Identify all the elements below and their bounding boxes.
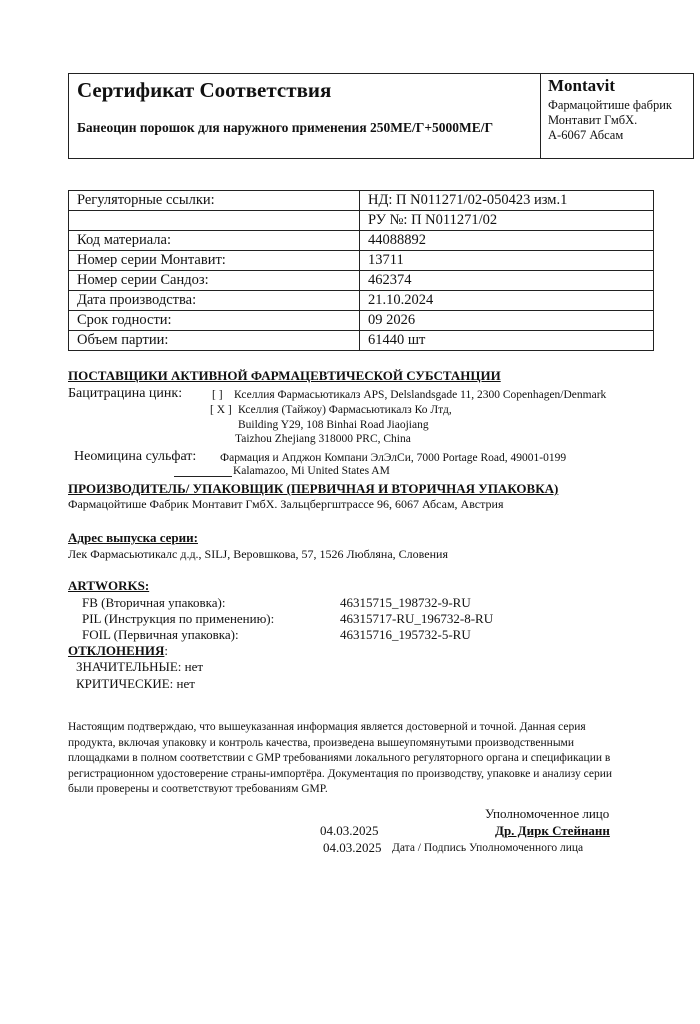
release-heading: Адрес выпуска серии: [68,530,198,545]
table-row [69,331,654,351]
signature-date-2: 04.03.2025 [323,840,382,855]
artworks-heading: ARTWORKS: [68,578,150,593]
table-row [69,271,654,291]
table-value: РУ №: П N011271/02 [360,211,654,231]
deviations-critical: КРИТИЧЕСКИЕ: нет [76,676,195,691]
bacitracin-option-text: Кселлия Фармасьютикалз APS, Delslandsgade 11, 2300 Copenhagen/Denmark [234,389,607,401]
company-address [548,98,672,143]
table-value: 44088892 [360,231,654,251]
neomycin-label: Неомицина сульфат: [74,449,197,464]
table-row [69,231,654,251]
bacitracin-option-text: Кселлия (Тайжоу) Фармасьютикалз Ко Лтд, [238,404,452,416]
company-address-line: Монтавит ГмбХ. [548,113,638,127]
company-address-line: А-6067 Абсам [548,128,624,142]
signature-date: 04.03.2025 [320,823,379,838]
bacitracin-option-address: Building Y29, 108 Binhai Road Jiaojiang [238,419,429,431]
table-row [69,251,654,271]
artwork-code: 46315717-RU_196732-8-RU [340,611,494,626]
artwork-code: 46315716_195732-5-RU [340,627,471,642]
artwork-label: FOIL (Первичная упаковка): [82,627,239,642]
neomycin-underline [174,476,232,477]
release-text: Лек Фармасьютикалс д.д., SILJ, Веровшкова, 57, 1526 Любляна, Словения [68,547,448,561]
table-label: Дата производства: [69,291,360,311]
bacitracin-option-box: [ ] [212,389,223,401]
bacitracin-option-box: [ X ] [210,404,232,416]
table-label: Код материала: [69,231,360,251]
manufacturer-text: Фармацойтише Фабрик Монтавит ГмбХ. Зальцбергштрассе 96, 6067 Абсам, Австрия [68,497,504,511]
deviations-colon: : [164,643,169,658]
artwork-label: PIL (Инструкция по применению): [82,611,275,626]
neomycin-supplier-address: Kalamazoo, Mi United States AM [233,465,390,477]
bacitracin-option-address: Taizhou Zhejiang 318000 PRC, China [235,433,411,445]
table-value: НД: П N011271/02-050423 изм.1 [360,191,654,211]
table-value: 462374 [360,271,654,291]
signatory-role: Уполномоченное лицо [485,806,610,821]
header-divider [540,74,541,158]
attestation-statement: Настоящим подтверждаю, что вышеуказанная информация является достоверной и точной. Данная серия продукта, включая упаковку и контроль качества, произведена вышеупомянутыми производственными площадками в полном соответствии с GMP требованиями локального регуляторного органа и спецификации в регистрационном удостоверение страны-импортёра. Документация по производству, упаковке и анализу серии были проверены и соответствуют требованиям GMP. [68,721,613,795]
neomycin-supplier: Фармация и Апджон Компани ЭлЭлСи, 7000 Portage Road, 49001-0199 [220,452,567,464]
manufacturer-heading: ПРОИЗВОДИТЕЛЬ/ УПАКОВЩИК (ПЕРВИЧНАЯ И ВТОРИЧНАЯ УПАКОВКА) [68,481,559,496]
company-name: Montavit [548,76,616,95]
table-label: Объем партии: [69,331,360,351]
artwork-code: 46315715_198732-9-RU [340,595,471,610]
table-label: Срок годности: [69,311,360,331]
table-value: 13711 [360,251,654,271]
table-value: 21.10.2024 [360,291,654,311]
table-value: 09 2026 [360,311,654,331]
company-address-line: Фармацойтише фабрик [548,98,672,112]
table-row [69,211,654,231]
deviations-significant: ЗНАЧИТЕЛЬНЫЕ: нет [76,659,204,674]
suppliers-heading: ПОСТАВЩИКИ АКТИВНОЙ ФАРМАЦЕВТИЧЕСКОЙ СУБСТАНЦИИ [68,368,501,383]
table-label: Номер серии Монтавит: [69,251,360,271]
table-label [69,211,360,231]
table-value: 61440 шт [360,331,654,351]
table-row [69,291,654,311]
document-title: Сертификат Соответствия [77,78,332,102]
reference-table [68,190,654,351]
deviations-heading: ОТКЛОНЕНИЯ [68,643,165,658]
artwork-label: FB (Вторичная упаковка): [82,595,226,610]
bacitracin-label: Бацитрацина цинк: [68,386,183,401]
table-row [69,311,654,331]
table-label: Регуляторные ссылки: [69,191,360,211]
signatory-name: Др. Дирк Стейнанн [495,823,610,838]
signature-caption: Дата / Подпись Уполномоченного лица [392,842,584,854]
deviations-heading-wrap [68,643,168,659]
product-name: Банеоцин порошок для наружного применения 250МЕ/Г+5000МЕ/Г [77,120,494,135]
table-row [69,191,654,211]
table-label: Номер серии Сандоз: [69,271,360,291]
certificate-header [68,73,694,159]
